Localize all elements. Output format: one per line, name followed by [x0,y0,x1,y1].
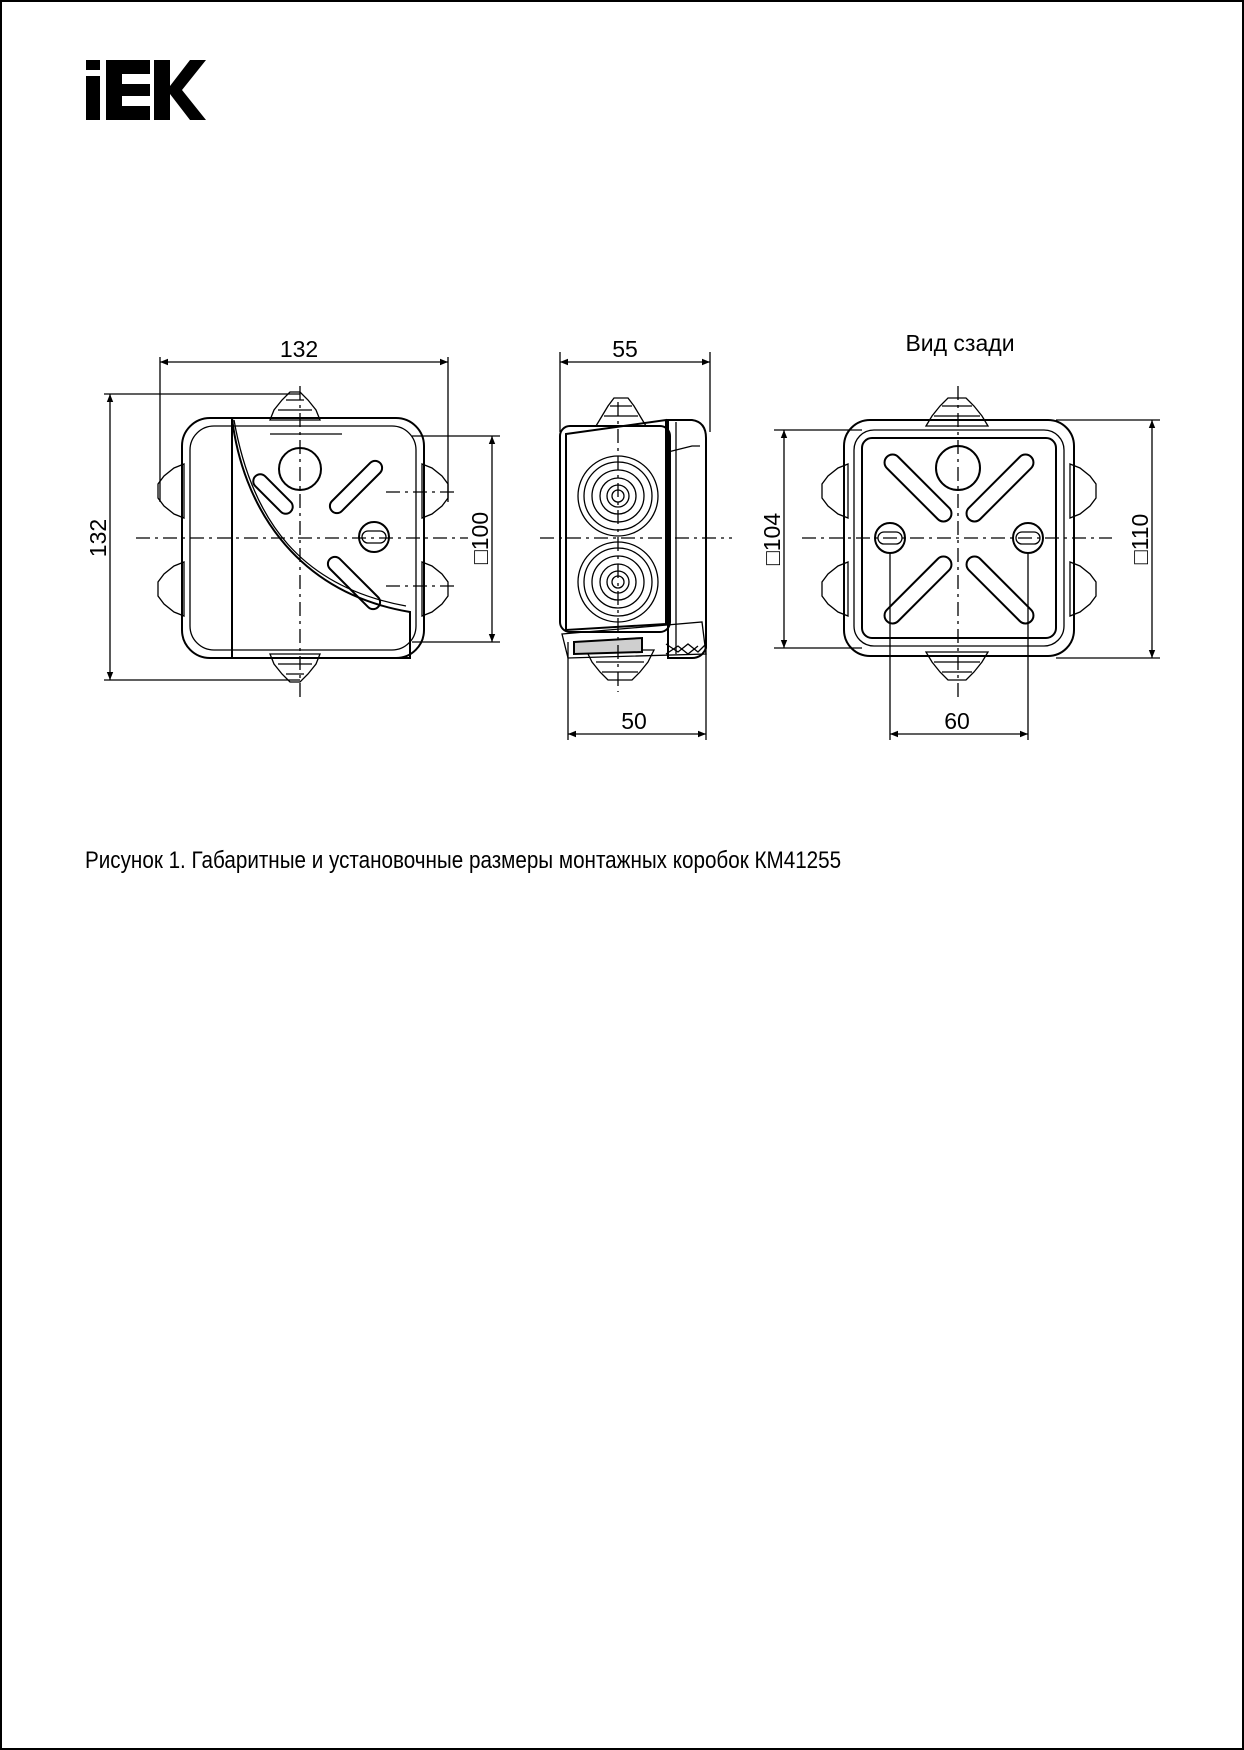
back-view [759,330,1160,740]
side-top-label: 55 [612,336,638,362]
back-right-label: □110 [1127,513,1153,565]
front-width-label: 132 [279,336,319,362]
front-view [85,336,500,702]
side-bottom-label: 50 [621,708,647,734]
front-height-label: 132 [85,518,111,558]
technical-drawing [2,2,1244,802]
back-bottom-label: 60 [944,708,970,734]
back-view-title: Вид сзади [905,330,1015,356]
side-view [540,336,732,740]
figure-caption: Рисунок 1. Габаритные и установочные размеры монтажных коробок КМ41255 [85,847,842,874]
front-inner-label: □100 [467,511,493,565]
back-left-label: □104 [759,512,785,566]
